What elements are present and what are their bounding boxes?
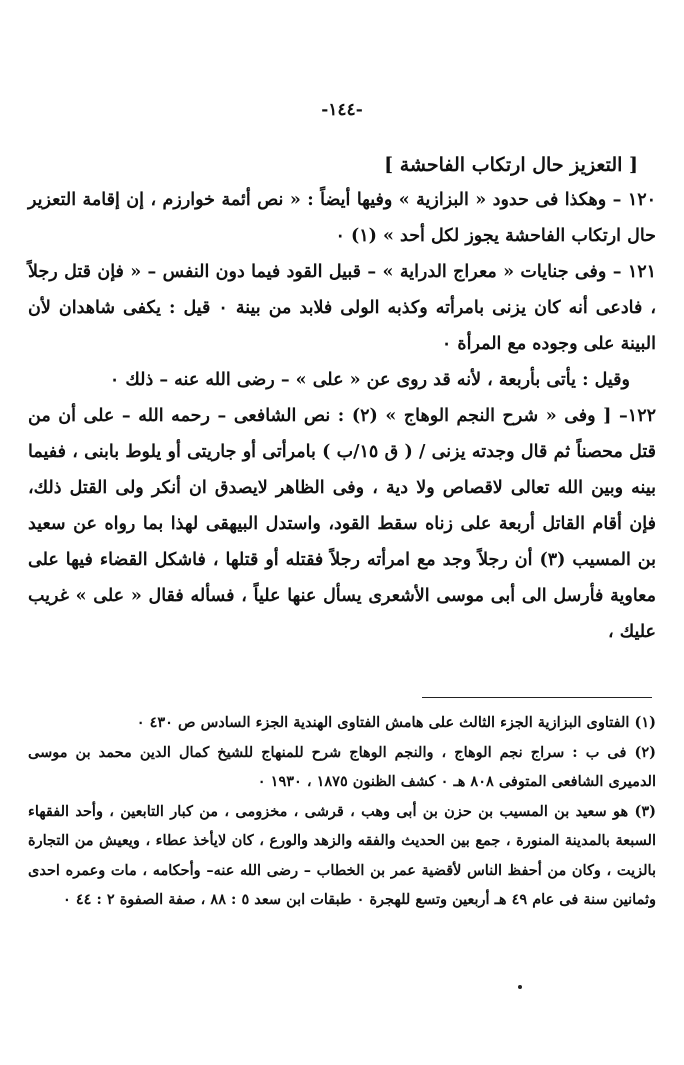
paragraph-number: ١٢٢–	[619, 406, 656, 426]
ink-speck	[518, 985, 522, 989]
section-heading: [ التعزيز حال ارتكاب الفاحشة ]	[384, 154, 638, 176]
paragraph-text: وفى جنايات « معراج الدراية » – قبيل القود فيما دون النفس – « فإن قتل رجلاً ، فادعى أنه كان يزنى بامرأته وكذبه الولى فلابد من بينة ٠ قيل : يكفى شاهدان لأن البينة على وجوده مع المرأة ٠	[28, 262, 656, 354]
paragraph-121	[28, 254, 656, 362]
footnote-1: (١) الفتاوى البزازية الجزء الثالث على هامش الفتاوى الهندية الجزء السادس ص ٤٣٠ ٠	[136, 714, 656, 731]
footnote-3: (٣) هو سعيد بن المسيب بن حزن بن أبى وهب ، قرشى ، مخزومى ، من كبار التابعين ، وأحد الفقهاء السبعة بالمدينة المنورة ، جمع بين الحديث والفقه والزهد والورع ، كان لايأخذ عطاء ، ويعيش من التجارة بالزيت ، وكان من أحفظ الناس لأقضية عمر بن الخطاب – رضى الله عنه– وأحكامه ، مات وعمره احدى وثمانين سنة فى عام ٤٩ هـ أربعين وتسع للهجرة ٠ طبقات ابن سعد ٥ : ٨٨ ، صفة الصفوة ٢ : ٤٤ ٠	[28, 802, 656, 908]
footnote-2: (٢) فى ب : سراج نجم الوهاج ، والنجم الوهاج شرح للمنهاج للشيخ كمال الدين محمد بن موسى الدميرى الشافعى المتوفى ٨٠٨ هـ ٠ كشف الظنون ١٨٧٥ ، ١٩٣٠ ٠	[28, 743, 656, 790]
paragraph-text: وهكذا فى حدود « البزازية » وفيها أيضاً : « نص أئمة خوارزم ، إن إقامة التعزير حال ارتكاب الفاحشة يجوز لكل أحد » (١) ٠	[28, 190, 656, 246]
paragraph-text: [ وفى « شرح النجم الوهاج » (٢) : نص الشافعى – رحمه الله – على أن من قتل محصناً ثم قال وجدته يزنى / ( ق ١٥/ب ) بامرأتى أو جاريتى أو يلوط بابنى ، ففيما بينه وبين الله تعالى لاقصاص ولا دية ، وفى الظاهر لايصدق ان أنكر ولى القتل ذلك، فإن أقام القاتل أربعة على زناه سقط القود، واستدل البيهقى لهذا بما رواه عن سعيد بن المسيب (٣) أن رجلاً وجد مع امرأته رجلاً فقتله أو قتلها ، فاشكل القضاء فيها على معاوية فأرسل الى أبى موسى الأشعرى يسأل عنها علياً ، فسأله فقال « على » غريب عليك ،	[28, 406, 657, 642]
main-text	[28, 148, 656, 650]
page-number: -١٤٤-	[321, 100, 363, 120]
paragraph-text: وقيل : يأتى بأربعة ، لأنه قد روى عن « على » – رضى الله عنه – ذلك ٠	[109, 370, 630, 390]
paragraph-120	[28, 182, 656, 254]
footnote-divider	[422, 697, 652, 698]
paragraph-121-continued	[28, 362, 656, 398]
paragraph-122	[28, 398, 656, 650]
paragraph-number: ١٢١ –	[612, 262, 657, 282]
footnotes	[28, 708, 656, 915]
paragraph-number: ١٢٠ –	[612, 190, 657, 210]
